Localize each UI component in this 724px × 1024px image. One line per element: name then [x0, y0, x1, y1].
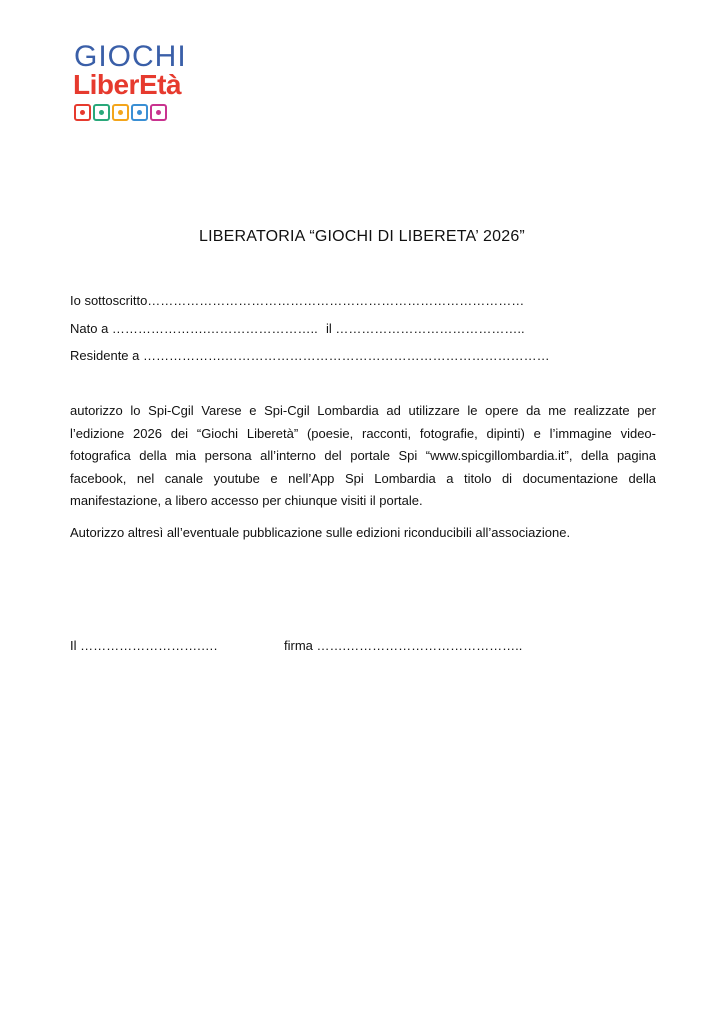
cards-icon [131, 104, 148, 121]
logo-line2: LiberEtà [73, 69, 182, 100]
field-date[interactable]: Il ……………………….…. [70, 638, 218, 653]
field-data-nascita[interactable]: il …………………………………….. [326, 321, 525, 336]
music-icon [93, 104, 110, 121]
publication-paragraph: Autorizzo altresì all’eventuale pubblicazione sulle edizioni riconducibili all’associazione. [70, 525, 571, 540]
field-sottoscritto[interactable]: Io sottoscritto…………………………………………………………………………… [70, 293, 525, 308]
field-residente[interactable]: Residente a ……………….………………………………………………………………… [70, 348, 550, 363]
authorization-paragraph: autorizzo lo Spi-Cgil Varese e Spi-Cgil Lombardia ad utilizzare le opere da me realizzate per l’edizione 2026 dei “Giochi Liberetà” (poesie, racconti, fotografie, dipinti) e l’immagine video-fotografica della mia persona all’interno del portale Spi “www.spicgillombardia.it”, della pagina facebook, nel canale youtube e nell’App Spi Lombardia a titolo di documentazione della manifestazione, a libero accesso per chiunque visiti il portale. [70, 403, 656, 508]
logo-icons [74, 104, 167, 121]
theater-icon [74, 104, 91, 121]
field-signature[interactable]: firma …….………………………………….. [284, 638, 523, 653]
logo-line1: GIOCHI [74, 40, 187, 73]
document-title: LIBERATORIA “GIOCHI DI LIBERETA’ 2026” [199, 228, 525, 245]
film-icon [112, 104, 129, 121]
field-nato-a[interactable]: Nato a ………………….…………………….. [70, 321, 318, 336]
pen-icon [150, 104, 167, 121]
